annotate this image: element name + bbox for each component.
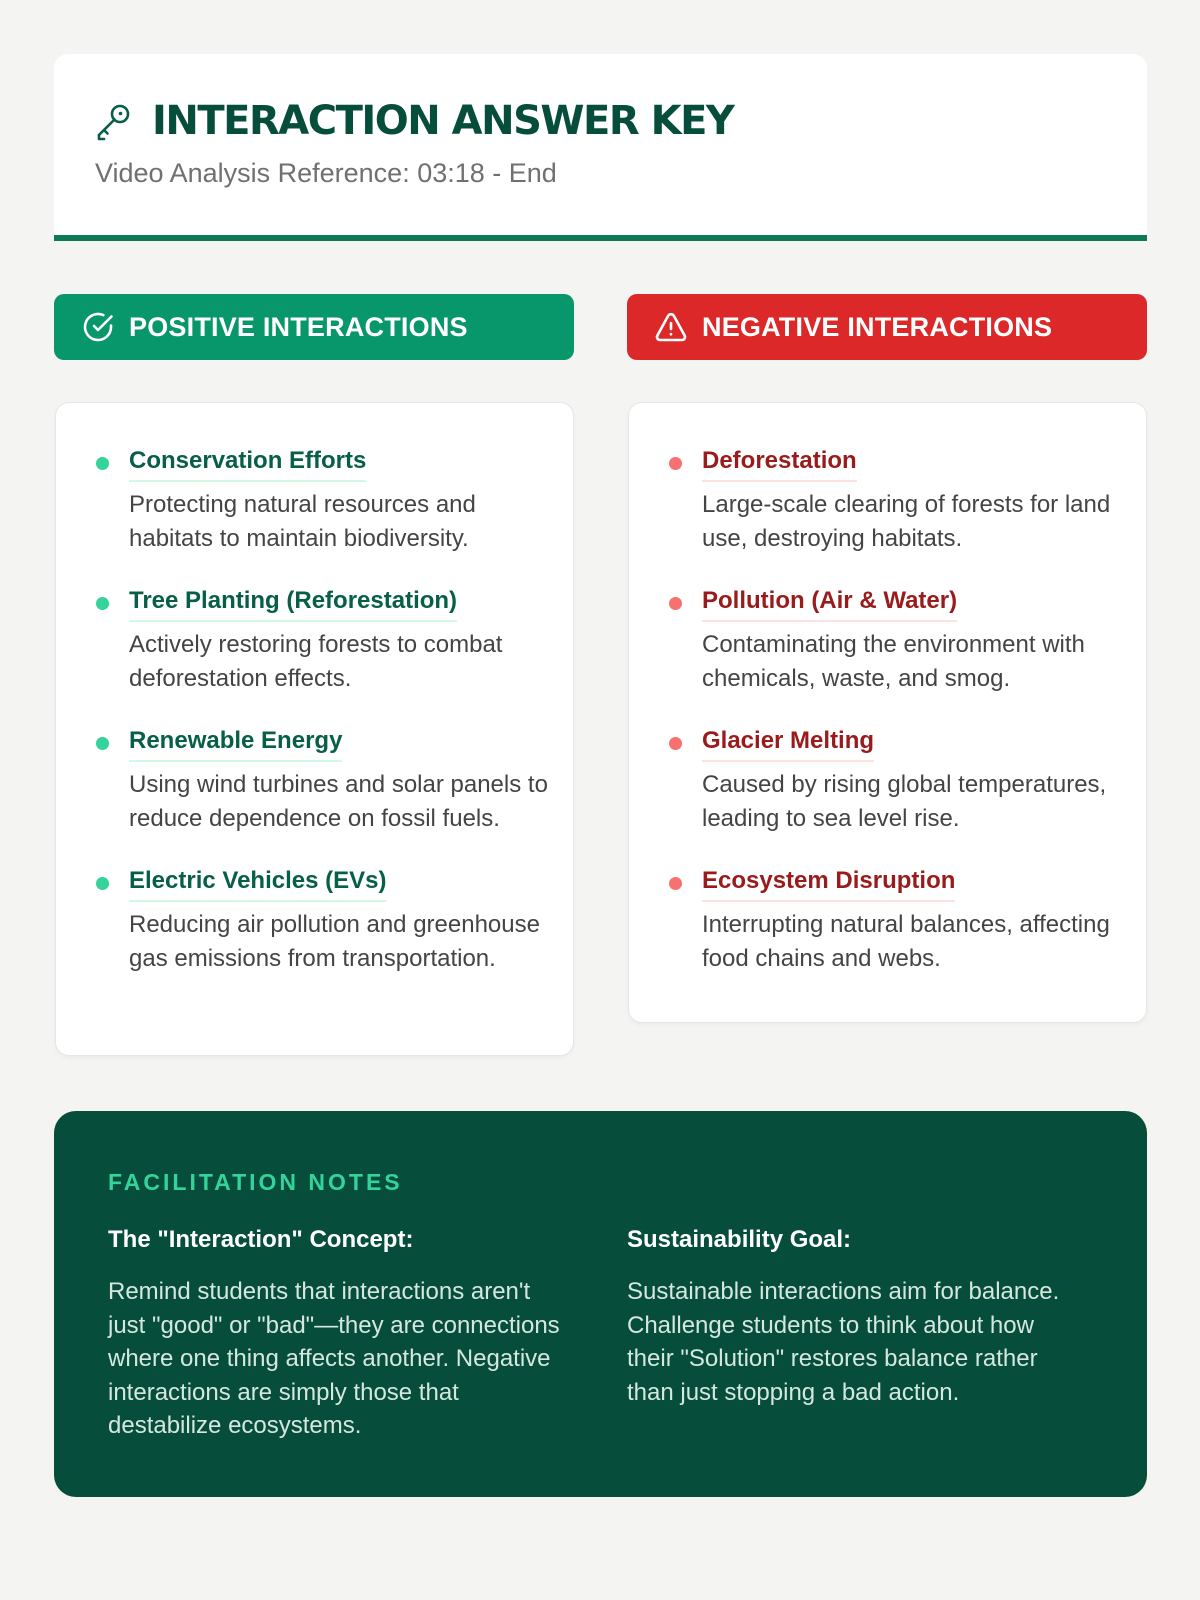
warning-triangle-icon: [654, 310, 688, 344]
item-description: Using wind turbines and solar panels to reduce dependence on fossil fuels.: [129, 771, 548, 832]
item-title: Deforestation: [702, 443, 857, 482]
list-item: [94, 723, 553, 835]
bullet-dot: [96, 457, 109, 470]
list-item: [94, 443, 553, 555]
notes-label: FACILITATION NOTES: [108, 1169, 403, 1195]
page-subtitle: Video Analysis Reference: 03:18 - End: [95, 158, 557, 188]
note-heading: The "Interaction" Concept:: [108, 1226, 414, 1253]
bullet-dot: [96, 597, 109, 610]
header-card: [54, 54, 1147, 241]
item-title: Conservation Efforts: [129, 443, 366, 482]
item-title: Pollution (Air & Water): [702, 583, 957, 622]
item-title: Electric Vehicles (EVs): [129, 863, 386, 902]
negative-heading: NEGATIVE INTERACTIONS: [702, 311, 1053, 342]
positive-interactions-header: [54, 294, 574, 360]
item-title: Ecosystem Disruption: [702, 863, 955, 902]
negative-interactions-header: [627, 294, 1147, 360]
item-description: Protecting natural resources and habitats to maintain biodiversity.: [129, 491, 476, 552]
bullet-dot: [669, 597, 682, 610]
positive-heading: POSITIVE INTERACTIONS: [129, 311, 468, 342]
list-item: [94, 583, 553, 695]
item-description: Reducing air pollution and greenhouse gas emissions from transportation.: [129, 911, 540, 972]
bullet-dot: [669, 457, 682, 470]
facilitation-notes-panel: [54, 1111, 1147, 1497]
positive-list: [55, 402, 574, 1056]
note-body: Sustainable interactions aim for balance. Challenge students to think about how their "Solution" restores balance rather than just stopping a bad action.: [627, 1278, 1060, 1406]
note-column-sustainability-goal: [627, 1223, 1087, 1409]
list-item: [667, 723, 1126, 835]
item-description: Caused by rising global temperatures, leading to sea level rise.: [702, 771, 1107, 832]
note-column-interaction-concept: [108, 1223, 568, 1443]
page-title: INTERACTION ANSWER KEY: [152, 98, 734, 144]
note-body: Remind students that interactions aren't just "good" or "bad"—they are connections where one thing affects another. Negative interactions are simply those that destabilize ecosystems.: [108, 1278, 560, 1439]
negative-list: [628, 402, 1147, 1023]
item-description: Actively restoring forests to combat deforestation effects.: [129, 631, 503, 692]
item-description: Large-scale clearing of forests for land use, destroying habitats.: [702, 491, 1111, 552]
note-heading: Sustainability Goal:: [627, 1226, 852, 1253]
list-item: [667, 443, 1126, 555]
list-item: [667, 863, 1126, 975]
item-title: Glacier Melting: [702, 723, 874, 762]
list-item: [667, 583, 1126, 695]
key-icon: [94, 101, 134, 141]
item-description: Contaminating the environment with chemicals, waste, and smog.: [702, 631, 1085, 692]
list-item: [94, 863, 553, 975]
bullet-dot: [96, 877, 109, 890]
item-title: Tree Planting (Reforestation): [129, 583, 457, 622]
page-title-row: [94, 96, 733, 146]
check-circle-icon: [81, 310, 115, 344]
bullet-dot: [96, 737, 109, 750]
item-description: Interrupting natural balances, affecting food chains and webs.: [702, 911, 1110, 972]
item-title: Renewable Energy: [129, 723, 342, 762]
bullet-dot: [669, 737, 682, 750]
bullet-dot: [669, 877, 682, 890]
